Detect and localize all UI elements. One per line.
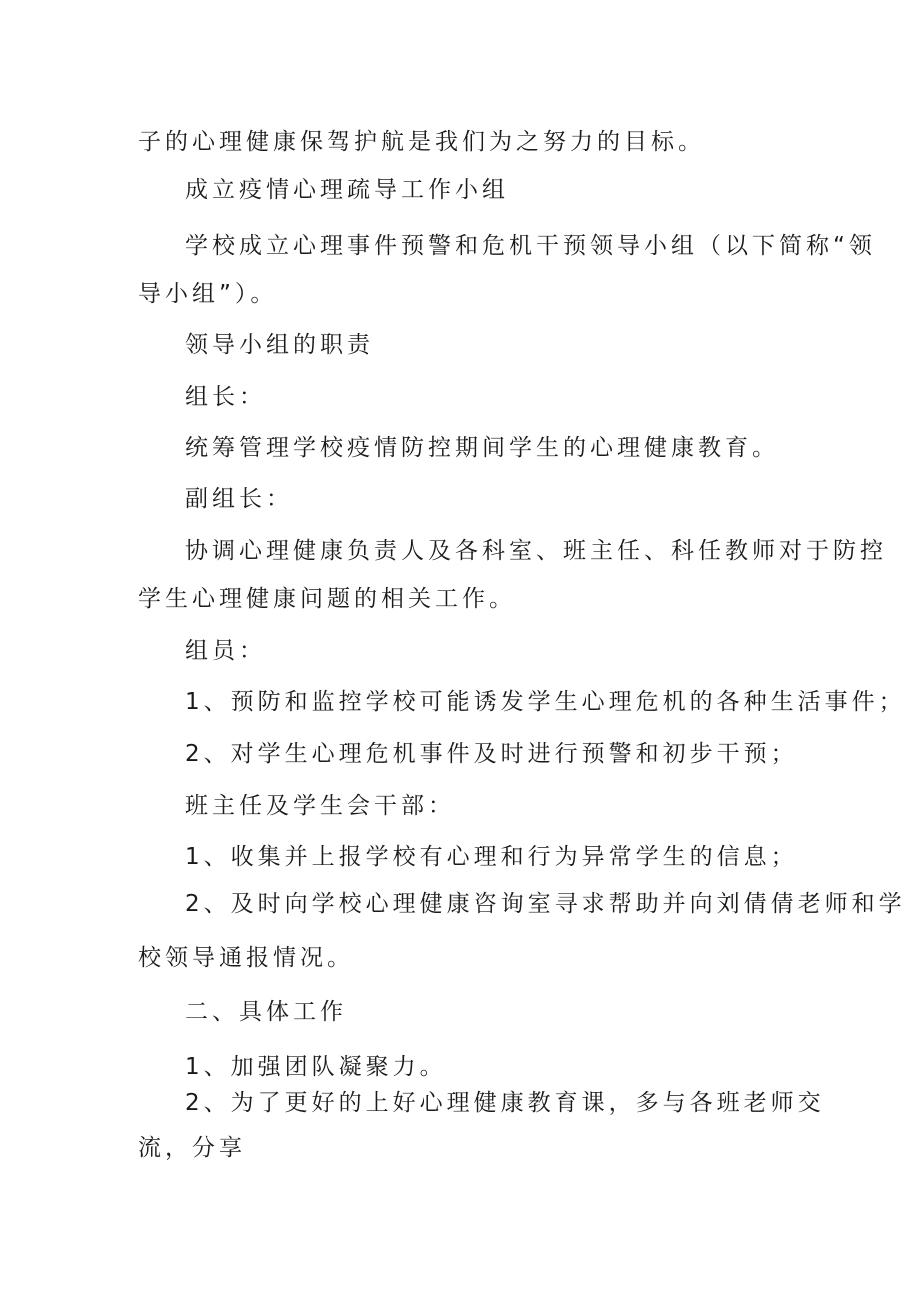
paragraph-line: 子的心理健康保驾护航是我们为之努力的目标。 bbox=[138, 129, 705, 155]
list-item: 1、加强团队凝聚力。 bbox=[185, 1054, 447, 1080]
paragraph-line: 统筹管理学校疫情防控期间学生的心理健康教育。 bbox=[185, 435, 779, 461]
list-item: 2、对学生心理危机事件及时进行预警和初步干预； bbox=[185, 741, 798, 767]
paragraph-line: 流，分享 bbox=[138, 1135, 246, 1161]
section-heading: 二、具体工作 bbox=[185, 999, 347, 1025]
role-label: 班主任及学生会干部： bbox=[185, 793, 455, 819]
paragraph-line: 校领导通报情况。 bbox=[138, 945, 354, 971]
list-item: 1、预防和监控学校可能诱发学生心理危机的各种生活事件； bbox=[185, 689, 906, 715]
section-heading: 成立疫情心理疏导工作小组 bbox=[185, 177, 509, 203]
list-item: 1、收集并上报学校有心理和行为异常学生的信息； bbox=[185, 844, 798, 870]
list-item: 2、为了更好的上好心理健康教育课，多与各班老师交 bbox=[185, 1090, 825, 1116]
role-label: 组长： bbox=[185, 384, 266, 410]
paragraph-line: 学生心理健康问题的相关工作。 bbox=[138, 586, 516, 612]
list-item: 2、及时向学校心理健康咨询室寻求帮助并向刘倩倩老师和学 bbox=[185, 891, 906, 917]
role-label: 副组长： bbox=[185, 486, 293, 512]
paragraph-line: 学校成立心理事件预警和危机干预领导小组（以下简称“领 bbox=[185, 233, 876, 259]
paragraph-line: 协调心理健康负责人及各科室、班主任、科任教师对于防控 bbox=[185, 538, 887, 564]
role-label: 组员： bbox=[185, 638, 266, 664]
paragraph-line: 导小组”）。 bbox=[138, 281, 278, 307]
section-heading: 领导小组的职责 bbox=[185, 332, 374, 358]
